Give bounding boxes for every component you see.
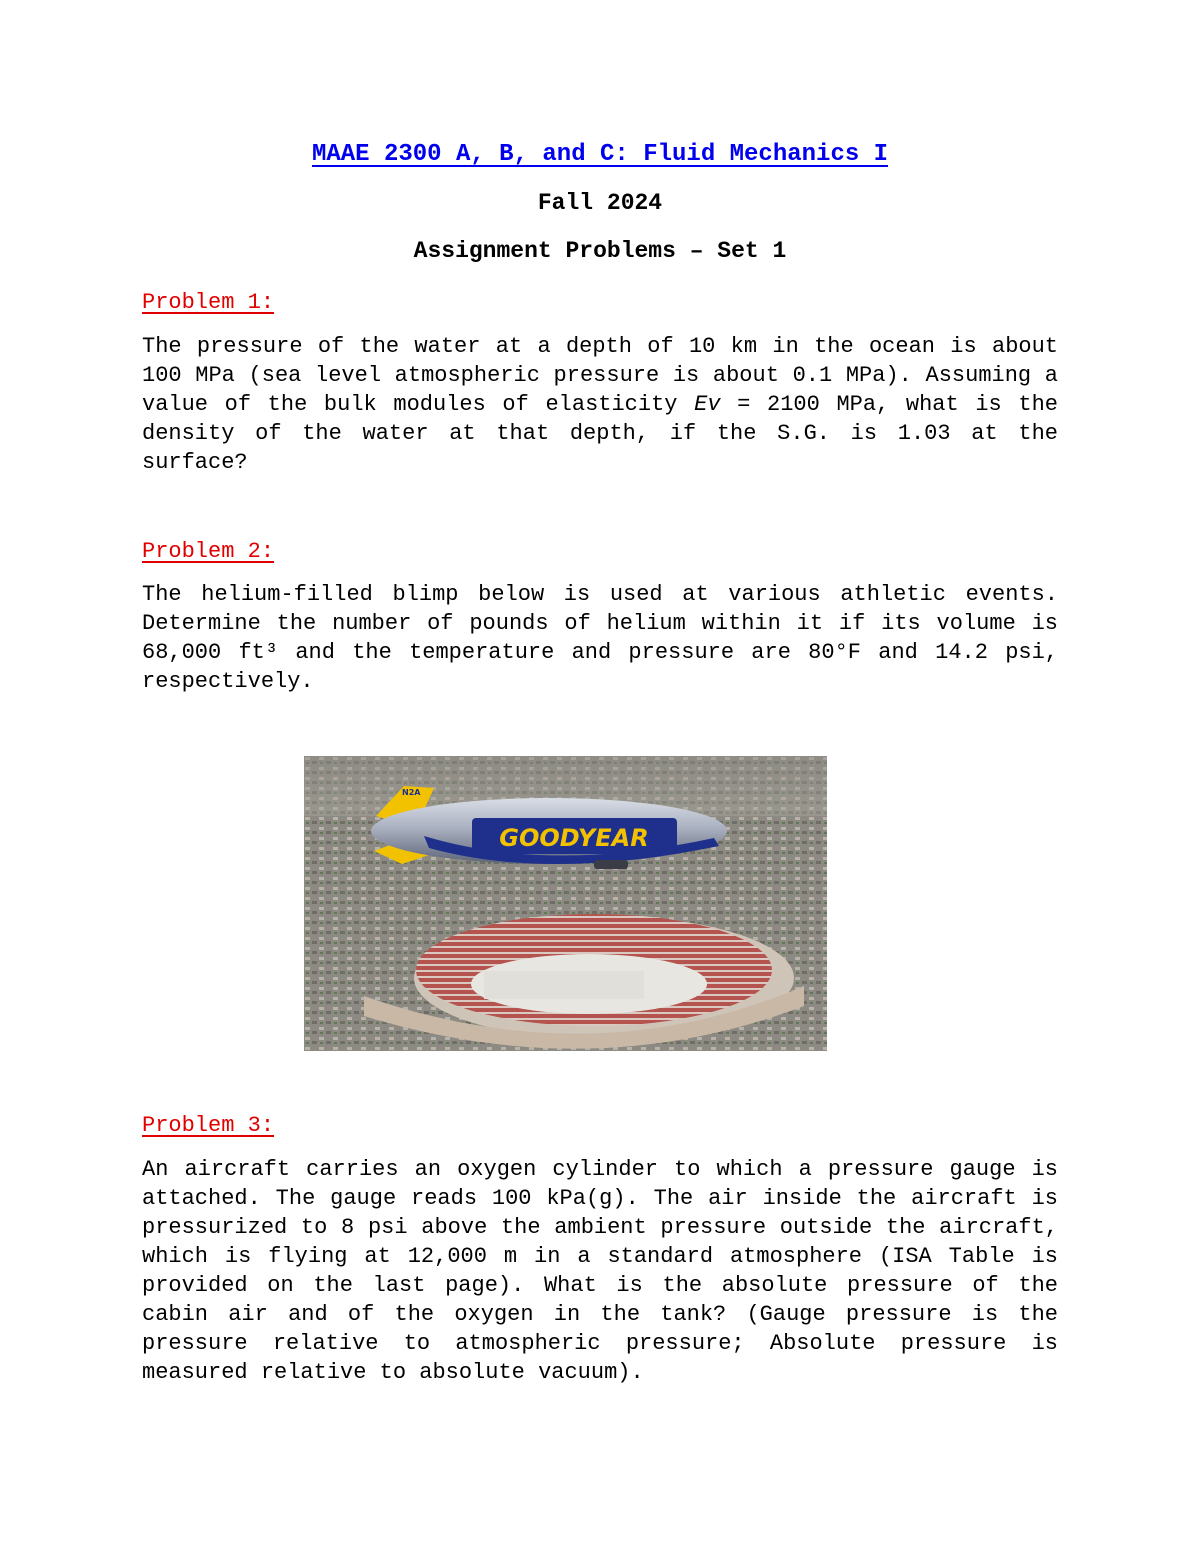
problem-1-text-start: The pressure of the water at a depth of 10 km in the ocean is about 100 MPa (sea level atmospheric pressure is about 0.1 MPa). Assuming a value of the bulk modules of elasticity: [142, 334, 1058, 417]
assignment-set-title: Assignment Problems – Set 1: [413, 238, 787, 264]
bulk-modulus-symbol: Ev: [694, 392, 721, 417]
problem-2-text: The helium-filled blimp below is used at various athletic events. Determine the number of pounds of helium within it if its volume is 68,000 ft³ and the temperature and pressure are 80°F and 14.2 psi, respectively.: [142, 582, 1058, 694]
problem-1-text: [142, 332, 1058, 477]
problem-1-text-end: = 2100 MPa, what is the density of the water at that depth, if the S.G. is 1.03 at the surface?: [142, 392, 1058, 475]
blimp-tail-code: N2A: [402, 788, 421, 797]
title-block: [0, 138, 1200, 268]
blimp-photo-illustration: [304, 756, 827, 1051]
problem-1-heading: Problem 1:: [142, 290, 275, 315]
term-label: Fall 2024: [537, 190, 663, 216]
course-title: MAAE 2300 A, B, and C: Fluid Mechanics I: [311, 141, 889, 168]
problem-3-heading: Problem 3:: [142, 1113, 275, 1138]
problem-2-heading: Problem 2:: [142, 539, 275, 564]
blimp-lettering: GOODYEAR: [499, 824, 649, 852]
blimp-stadium-photo: [304, 756, 827, 1051]
problem-3-text: An aircraft carries an oxygen cylinder to which a pressure gauge is attached. The gauge reads 100 kPa(g). The air inside the aircraft is pressurized to 8 psi above the ambient pressure outside the aircraft, which is flying at 12,000 m in a standard atmosphere (ISA Table is provided on the last page). What is the absolute pressure of the cabin air and of the oxygen in the tank? (Gauge pressure is the pressure relative to atmospheric pressure; Absolute pressure is measured relative to absolute vacuum).: [142, 1157, 1058, 1385]
